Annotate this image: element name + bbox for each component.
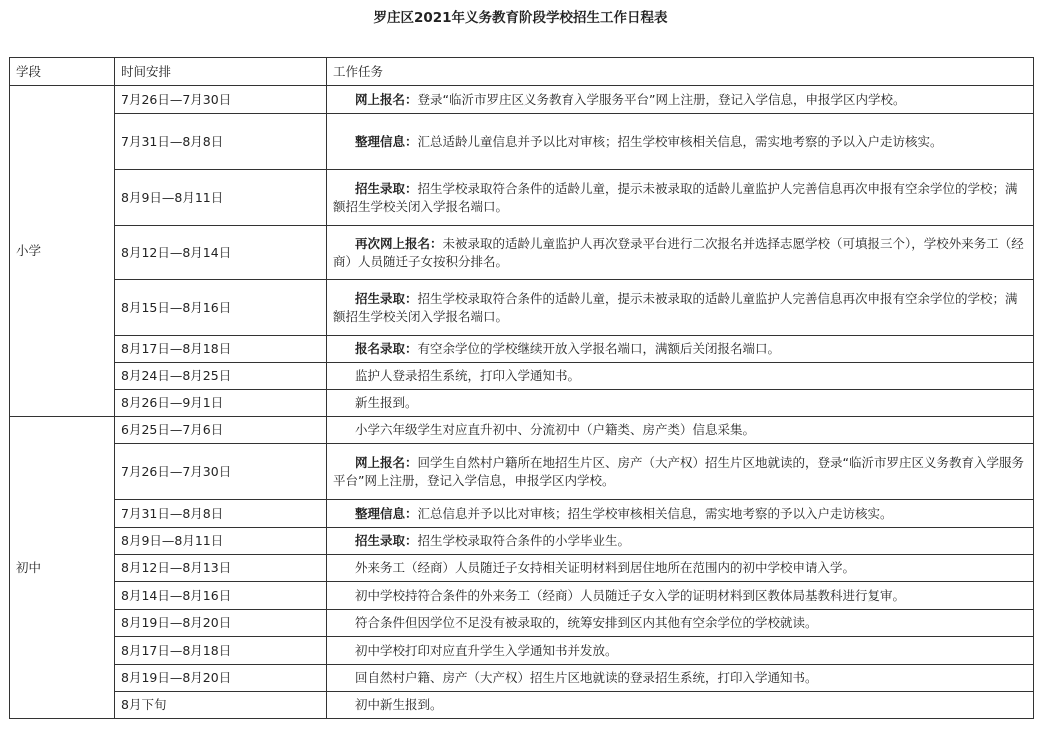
table-row	[10, 336, 1034, 363]
task-label: 招生录取：	[355, 533, 418, 548]
header-row	[10, 58, 1034, 86]
task-cell	[327, 582, 1034, 610]
table-row	[10, 528, 1034, 555]
time-cell: 8月19日—8月20日	[115, 610, 327, 637]
task-cell	[327, 170, 1034, 226]
task-text: 初中学校持符合条件的外来务工（经商）人员随迁子女入学的证明材料到区教体局基教科进行复审。	[355, 587, 906, 603]
task-label: 招生录取：	[355, 290, 418, 306]
task-text: 初中新生报到。	[355, 697, 443, 712]
task-label: 再次网上报名：	[355, 235, 443, 251]
time-cell: 8月26日—9月1日	[115, 390, 327, 417]
task-cell	[327, 280, 1034, 336]
table-row	[10, 170, 1034, 226]
task-cell	[327, 86, 1034, 114]
time-cell: 7月31日—8月8日	[115, 500, 327, 528]
task-cell	[327, 390, 1034, 417]
table-row	[10, 610, 1034, 637]
task-text: 回自然村户籍、房产（大产权）招生片区地就读的登录招生系统，打印入学通知书。	[355, 670, 818, 685]
task-text: 回学生自然村户籍所在地招生片区、房产（大产权）招生片区地就读的，登录“临沂市罗庄区义务教育入学服务平台”网上注册，登记入学信息，申报学区内学校。	[333, 454, 1024, 488]
task-cell	[327, 114, 1034, 170]
time-cell: 8月12日—8月14日	[115, 226, 327, 280]
time-cell: 8月12日—8月13日	[115, 555, 327, 582]
task-text: 监护人登录招生系统，打印入学通知书。	[355, 368, 581, 383]
header-stage: 学段	[10, 58, 115, 86]
time-cell: 8月17日—8月18日	[115, 637, 327, 665]
task-label: 报名录取：	[355, 341, 418, 356]
task-cell	[327, 444, 1034, 500]
time-cell: 7月31日—8月8日	[115, 114, 327, 170]
task-cell	[327, 665, 1034, 692]
task-text: 初中学校打印对应直升学生入学通知书并发放。	[355, 642, 618, 658]
table-row	[10, 417, 1034, 444]
time-cell: 8月9日—8月11日	[115, 528, 327, 555]
task-cell	[327, 363, 1034, 390]
header-task: 工作任务	[327, 58, 1034, 86]
task-text: 招生学校录取符合条件的小学毕业生。	[417, 533, 631, 548]
header-time: 时间安排	[115, 58, 327, 86]
table-row	[10, 555, 1034, 582]
time-cell: 8月14日—8月16日	[115, 582, 327, 610]
task-cell	[327, 336, 1034, 363]
table-row	[10, 363, 1034, 390]
task-text: 符合条件但因学位不足没有被录取的，统筹安排到区内其他有空余学位的学校就读。	[355, 615, 818, 630]
time-cell: 8月19日—8月20日	[115, 665, 327, 692]
task-label: 整理信息：	[355, 133, 418, 149]
table-row	[10, 692, 1034, 719]
task-text: 小学六年级学生对应直升初中、分流初中（户籍类、房产类）信息采集。	[355, 422, 756, 437]
stage-cell-middle: 初中	[10, 417, 115, 719]
time-cell: 6月25日—7月6日	[115, 417, 327, 444]
task-text: 招生学校录取符合条件的适龄儿童，提示未被录取的适龄儿童监护人完善信息再次申报有空余学位的学校；满额招生学校关闭入学报名端口。	[333, 180, 1018, 214]
task-cell	[327, 610, 1034, 637]
time-cell: 8月下旬	[115, 692, 327, 719]
stage-cell-primary: 小学	[10, 86, 115, 417]
task-text: 汇总信息并予以比对审核；招生学校审核相关信息，需实地考察的予以入户走访核实。	[417, 505, 893, 521]
table-row	[10, 582, 1034, 610]
task-text: 招生学校录取符合条件的适龄儿童，提示未被录取的适龄儿童监护人完善信息再次申报有空余学位的学校；满额招生学校关闭入学报名端口。	[333, 290, 1018, 324]
time-cell: 8月9日—8月11日	[115, 170, 327, 226]
task-text: 新生报到。	[355, 395, 418, 410]
task-cell	[327, 528, 1034, 555]
time-cell: 7月26日—7月30日	[115, 86, 327, 114]
table-row	[10, 226, 1034, 280]
table-row	[10, 500, 1034, 528]
table-row	[10, 390, 1034, 417]
schedule-table	[9, 57, 1034, 719]
table-row	[10, 444, 1034, 500]
task-text: 未被录取的适龄儿童监护人再次登录平台进行二次报名并选择志愿学校（可填报三个），学校外来务工（经商）人员随迁子女按积分排名。	[333, 235, 1024, 269]
table-row	[10, 114, 1034, 170]
table-row	[10, 86, 1034, 114]
page-title: 罗庄区2021年义务教育阶段学校招生工作日程表	[373, 10, 668, 26]
task-text: 外来务工（经商）人员随迁子女持相关证明材料到居住地所在范围内的初中学校申请入学。	[355, 560, 856, 575]
task-cell	[327, 555, 1034, 582]
task-cell	[327, 226, 1034, 280]
task-label: 整理信息：	[355, 505, 418, 521]
table-row	[10, 665, 1034, 692]
task-cell	[327, 500, 1034, 528]
time-cell: 8月24日—8月25日	[115, 363, 327, 390]
task-cell	[327, 417, 1034, 444]
task-label: 网上报名：	[355, 91, 418, 107]
task-text: 有空余学位的学校继续开放入学报名端口，满额后关闭报名端口。	[417, 341, 781, 356]
task-cell	[327, 637, 1034, 665]
table-row	[10, 280, 1034, 336]
task-text: 登录“临沂市罗庄区义务教育入学服务平台”网上注册，登记入学信息，申报学区内学校。	[417, 91, 906, 107]
task-cell	[327, 692, 1034, 719]
task-text: 汇总适龄儿童信息并予以比对审核；招生学校审核相关信息，需实地考察的予以入户走访核实。	[417, 133, 943, 149]
time-cell: 8月17日—8月18日	[115, 336, 327, 363]
table-row	[10, 637, 1034, 665]
time-cell: 8月15日—8月16日	[115, 280, 327, 336]
task-label: 网上报名：	[355, 454, 418, 470]
time-cell: 7月26日—7月30日	[115, 444, 327, 500]
task-label: 招生录取：	[355, 180, 418, 196]
